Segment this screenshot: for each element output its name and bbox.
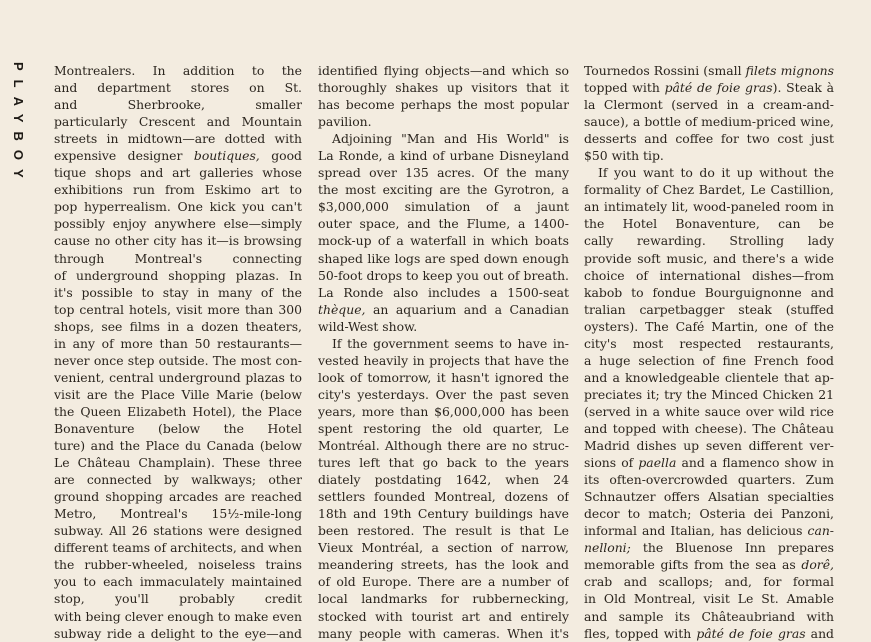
text-line: and department stores on St. bbox=[54, 80, 302, 96]
text-line: sions of paella and a flamenco show in bbox=[584, 455, 834, 471]
text-line: many people with cameras. When it's bbox=[318, 625, 569, 641]
text-line: desserts and coffee for two cost just bbox=[584, 131, 834, 147]
text-line: Bonaventure (below the Hotel bbox=[54, 420, 302, 436]
text-line: If you want to do it up without the bbox=[598, 165, 834, 181]
text-line: cally rewarding. Strolling lady bbox=[584, 233, 834, 249]
text-line: city's most respected restaurants, bbox=[584, 335, 834, 351]
text-line: Montréal. Although there are no struc- bbox=[318, 438, 569, 454]
text-line: Montrealers. In addition to the bbox=[54, 63, 302, 78]
text-line: tralian carpetbagger steak (stuffed bbox=[584, 301, 834, 317]
text-line: wild-West show. bbox=[318, 318, 418, 334]
text-line: nelloni; the Bluenose Inn prepares bbox=[584, 540, 834, 556]
text-line: spread over 135 acres. Of the many bbox=[318, 165, 569, 181]
text-line: choice of international dishes—from bbox=[584, 267, 834, 283]
text-line: with being clever enough to make even bbox=[54, 608, 302, 624]
text-line: never once step outside. The most con- bbox=[54, 352, 302, 368]
text-line: streets in midtown—are dotted with bbox=[54, 131, 302, 147]
text-line: of underground shopping plazas. In bbox=[54, 267, 302, 283]
text-line: you to each immaculately maintained bbox=[54, 574, 302, 590]
text-line: different teams of architects, and when bbox=[54, 540, 302, 556]
text-line: $3,000,000 simulation of a jaunt bbox=[318, 199, 569, 215]
text-line: visit are the Place Ville Marie (below bbox=[54, 386, 302, 402]
text-line: diately postdating 1642, when 24 bbox=[318, 472, 569, 488]
text-line: meandering streets, has the look and bbox=[318, 557, 569, 573]
text-line: (served in a white sauce over wild rice bbox=[584, 403, 834, 419]
text-line: Vieux Montréal, a section of narrow, bbox=[318, 540, 569, 556]
text-line: subway ride a delight to the eye—and bbox=[54, 625, 302, 641]
text-line: ground shopping arcades are reached bbox=[54, 489, 302, 505]
text-line: If the government seems to have in- bbox=[332, 335, 569, 351]
text-line: 50-foot drops to keep you out of breath. bbox=[318, 267, 569, 283]
text-line: subway. All 26 stations were designed bbox=[54, 523, 302, 539]
text-line: the Hotel Bonaventure, can be bbox=[584, 216, 834, 232]
text-line: $50 with tip. bbox=[584, 148, 664, 164]
text-line: the rubber-wheeled, noiseless trains bbox=[54, 557, 302, 573]
text-line: possibly enjoy anywhere else—simply bbox=[54, 216, 302, 232]
magazine-name: PLAYBOY bbox=[11, 62, 26, 187]
text-line: Le Château Champlain). These three bbox=[54, 455, 302, 471]
text-line: sauce), a bottle of medium-priced wine, bbox=[584, 114, 834, 130]
text-line: oysters). The Café Martin, one of the bbox=[584, 318, 834, 334]
text-line: stocked with tourist art and entirely bbox=[318, 608, 569, 624]
text-line: crab and scallops; and, for formal bbox=[584, 574, 834, 590]
text-line: and topped with cheese). The Château bbox=[584, 420, 834, 436]
text-line: the Queen Elizabeth Hotel), the Place bbox=[54, 403, 302, 419]
text-line: tures left that go back to the years bbox=[318, 455, 569, 471]
text-line: and a knowledgeable clientele that ap- bbox=[584, 369, 834, 385]
text-line: topped with pâté de foie gras). Steak à bbox=[584, 80, 834, 96]
text-column-2 bbox=[318, 62, 569, 642]
text-line: spent restoring the old quarter, Le bbox=[318, 420, 569, 436]
text-line: been restored. The result is that Le bbox=[318, 523, 569, 539]
text-line: La Ronde, a kind of urbane Disneyland bbox=[318, 148, 569, 164]
text-line: cause no other city has it—is browsing bbox=[54, 233, 302, 249]
text-line: an intimately lit, wood-paneled room in bbox=[584, 199, 834, 215]
text-line: pavilion. bbox=[318, 114, 372, 130]
text-line: settlers founded Montreal, dozens of bbox=[318, 489, 569, 505]
text-line: Madrid dishes up seven different ver- bbox=[584, 438, 834, 454]
text-line: La Ronde also includes a 1500-seat bbox=[318, 284, 569, 300]
text-line: shaped like logs are sped down enough bbox=[318, 250, 569, 266]
text-line: years, more than $6,000,000 has been bbox=[318, 403, 569, 419]
text-line: pop hyperrealism. One kick you can't bbox=[54, 199, 302, 215]
text-line: informal and Italian, has delicious can- bbox=[584, 523, 834, 539]
text-line: has become perhaps the most popular bbox=[318, 97, 569, 113]
text-line: city's yesterdays. Over the past seven bbox=[318, 386, 569, 402]
text-line: the most exciting are the Gyrotron, a bbox=[318, 182, 569, 198]
text-line: identified flying objects—and which so bbox=[318, 63, 569, 78]
text-line: ture) and the Place du Canada (below bbox=[54, 438, 302, 454]
text-line: local landmarks for rubbernecking, bbox=[318, 591, 569, 607]
text-line: are connected by walkways; other bbox=[54, 472, 302, 488]
text-line: venient, central underground plazas to bbox=[54, 369, 302, 385]
text-column-1 bbox=[54, 62, 302, 642]
text-line: Tournedos Rossini (small filets mignons bbox=[584, 63, 834, 78]
text-line: Adjoining "Man and His World" is bbox=[332, 131, 569, 147]
text-line: Schnautzer offers Alsatian specialties bbox=[584, 489, 834, 505]
text-line: thoroughly shakes up visitors that it bbox=[318, 80, 569, 96]
text-line: la Clermont (served in a cream-and- bbox=[584, 97, 834, 113]
text-line: tique shops and art galleries whose bbox=[54, 165, 302, 181]
text-line: decor to match; Osteria dei Panzoni, bbox=[584, 506, 834, 522]
text-line: provide soft music, and there's a wide bbox=[584, 250, 834, 266]
text-line: expensive designer boutiques, good bbox=[54, 148, 302, 164]
text-line: particularly Crescent and Mountain bbox=[54, 114, 302, 130]
text-line: in any of more than 50 restaurants— bbox=[54, 335, 302, 351]
text-line: preciates it; try the Minced Chicken 21 bbox=[584, 386, 834, 402]
text-line: exhibitions run from Eskimo art to bbox=[54, 182, 302, 198]
text-line: outer space, and the Flume, a 1400- bbox=[318, 216, 569, 232]
text-line: memorable gifts from the sea as dorê, bbox=[584, 557, 834, 573]
text-line: and Sherbrooke, smaller bbox=[54, 97, 302, 113]
text-line: Metro, Montreal's 15½-mile-long bbox=[54, 506, 302, 522]
text-line: look of tomorrow, it hasn't ignored the bbox=[318, 369, 569, 385]
text-line: stop, you'll probably credit bbox=[54, 591, 302, 607]
text-line: kabob to fondue Bourguignonne and bbox=[584, 284, 834, 300]
text-line: vested heavily in projects that have the bbox=[318, 352, 569, 368]
text-line: shops, see films in a dozen theaters, bbox=[54, 318, 302, 334]
text-line: in Old Montreal, visit Le St. Amable bbox=[584, 591, 834, 607]
text-line: of old Europe. There are a number of bbox=[318, 574, 569, 590]
text-line: thèque, an aquarium and a Canadian bbox=[318, 301, 569, 317]
text-line: it's possible to stay in many of the bbox=[54, 284, 302, 300]
text-line: and sample its Châteaubriand with bbox=[584, 608, 834, 624]
text-line: its often-overcrowded quarters. Zum bbox=[584, 472, 834, 488]
text-line: fles, topped with pâté de foie gras and bbox=[584, 625, 834, 641]
text-line: formality of Chez Bardet, Le Castillion, bbox=[584, 182, 834, 198]
text-line: 18th and 19th Century buildings have bbox=[318, 506, 569, 522]
text-line: top central hotels, visit more than 300 bbox=[54, 301, 302, 317]
text-column-3 bbox=[584, 62, 834, 642]
text-line: mock-up of a waterfall in which boats bbox=[318, 233, 569, 249]
text-line: through Montreal's connecting bbox=[54, 250, 302, 266]
text-line: a huge selection of fine French food bbox=[584, 352, 834, 368]
magazine-sidebar bbox=[11, 62, 38, 202]
